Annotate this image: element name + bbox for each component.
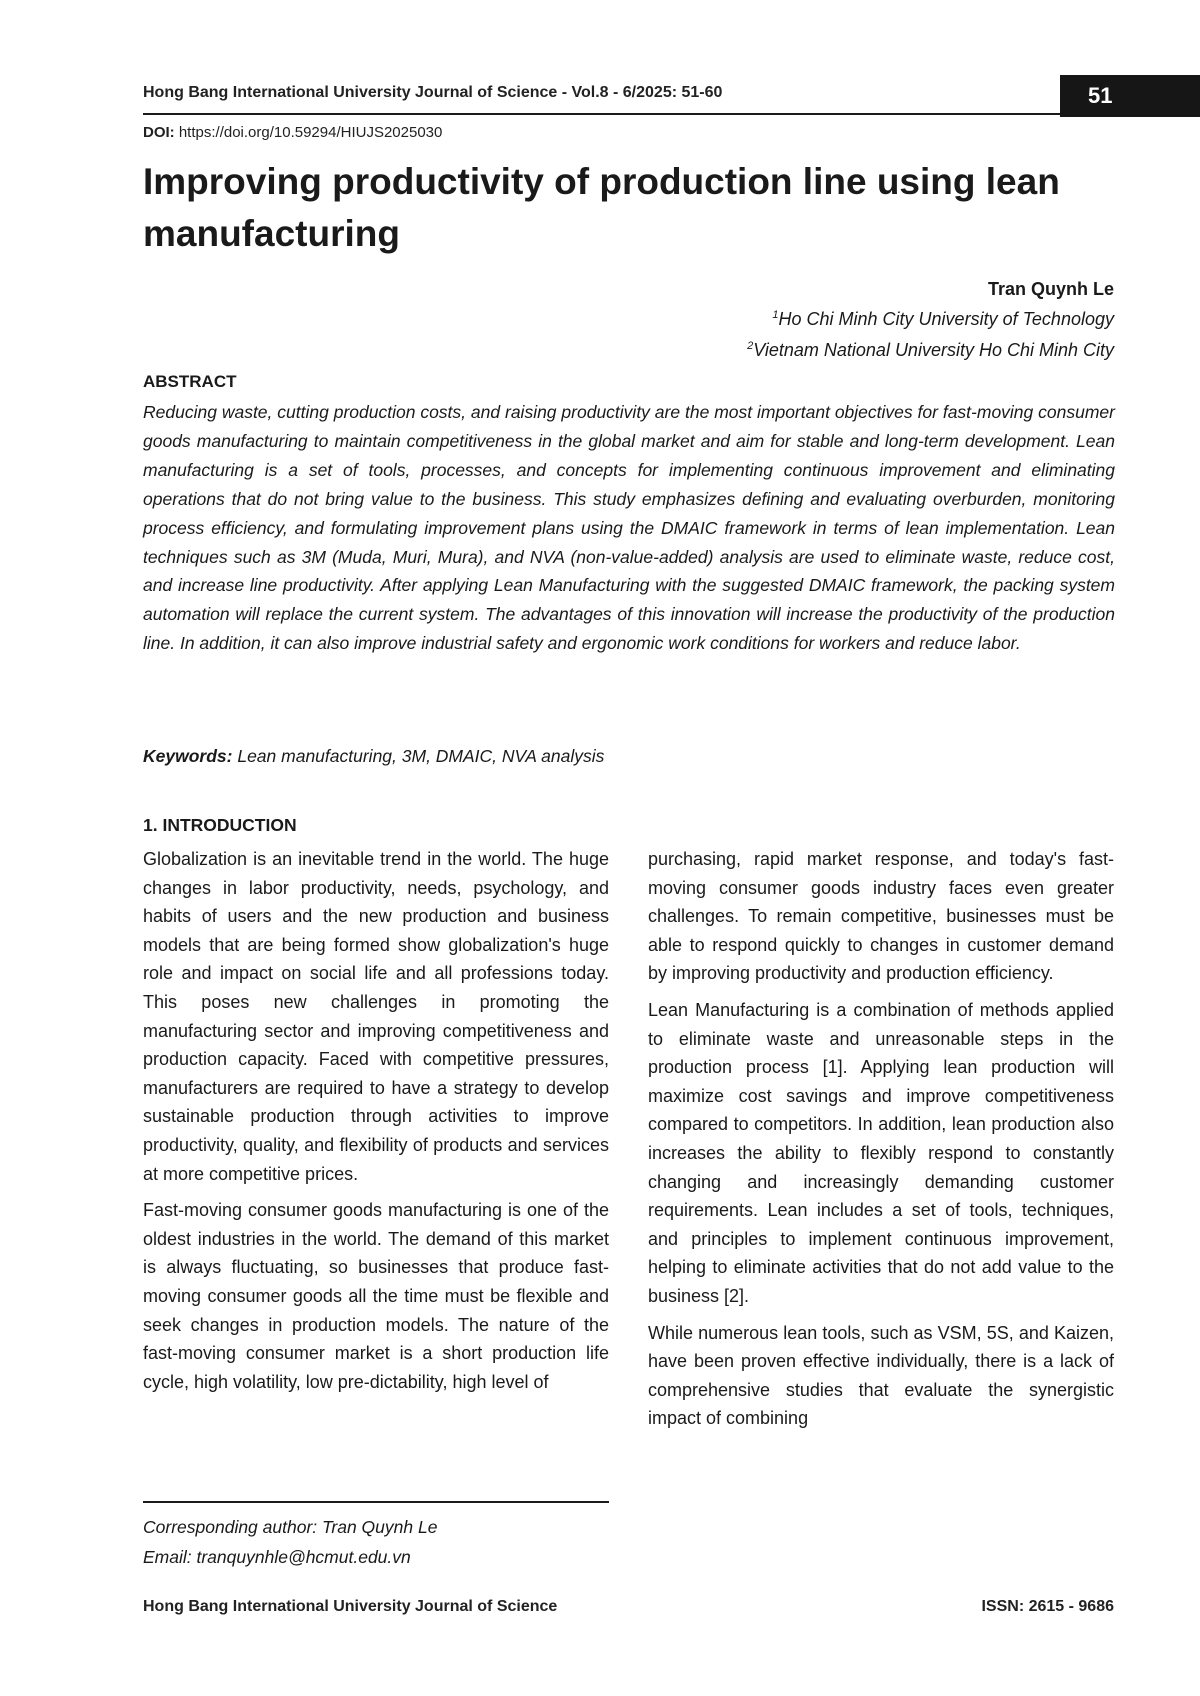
author-name: Tran Quynh Le <box>987 279 1114 299</box>
author-email[interactable]: Email: tranquynhle@hcmut.edu.vn <box>143 1547 411 1567</box>
footnote <box>143 1512 437 1572</box>
page-number-box <box>1060 75 1200 117</box>
keywords-text: Lean manufacturing, 3M, DMAIC, NVA analysis <box>237 746 605 766</box>
body-paragraph: Lean Manufacturing is a combination of methods applied to eliminate waste and unreasonable steps in the production process [1]. Applying lean production will maximize cost savings and improve competitiveness compared to competitors. In addition, lean production also increases the ability to flexibly respond to constantly changing and increasingly demanding customer requirements. Lean includes a set of tools, techniques, and principles to implement continuous improvement, helping to eliminate activities that do not add value to the business [2]. <box>648 999 1114 1306</box>
doi-label: DOI: <box>143 124 175 141</box>
corresponding-author: Corresponding author: Tran Quynh Le <box>143 1517 438 1537</box>
section-heading-introduction: 1. INTRODUCTION <box>143 815 297 835</box>
right-column <box>648 845 1114 1441</box>
left-column <box>143 845 609 1404</box>
page-number: 51 <box>1088 83 1113 108</box>
doi-link[interactable]: https://doi.org/10.59294/HIUJS2025030 <box>178 124 443 141</box>
body-paragraph: Fast-moving consumer goods manufacturing is one of the oldest industries in the world. The demand of this market is always fluctuating, so businesses that produce fast-moving consumer goods all the time must be flexible and seek changes in production models. The nature of the fast-moving consumer market is a short production life cycle, high volatility, low pre-dictability, high level of <box>143 1200 609 1392</box>
footnote-rule <box>143 1501 609 1503</box>
body-paragraph: Globalization is an inevitable trend in the world. The huge changes in labor productivity, needs, psychology, and habits of users and the new production and business models that are being formed show globalization's huge role and impact on social life and all professions today. This poses new challenges in promoting the manufacturing sector and improving competitiveness and production capacity. Faced with competitive pressures, manufacturers are required to have a strategy to develop sustainable production through activities to improve productivity, quality, and flexibility of products and services at more competitive prices. <box>143 849 609 1184</box>
running-head: Hong Bang International University Journal of Science - Vol.8 - 6/2025: 51-60 <box>143 84 723 101</box>
keywords-line <box>143 746 604 767</box>
footer-issn: ISSN: 2615 - 9686 <box>981 1598 1114 1615</box>
affiliation-2 <box>747 333 1114 364</box>
affiliation-mark: 2 <box>747 340 754 352</box>
doi-line <box>143 124 442 141</box>
body-paragraph: purchasing, rapid market response, and today's fast-moving consumer goods industry faces even greater challenges. To remain competitive, businesses must be able to respond quickly to changes in customer demand by improving productivity and production efficiency. <box>648 849 1114 984</box>
abstract-body: Reducing waste, cutting production costs, and raising productivity are the most important objectives for fast-moving consumer goods manufacturing to maintain competitiveness in the global market and aim for stable and long-term development. Lean manufacturing is a set of tools, processes, and concepts for implementing continuous improvement and eliminating operations that do not bring value to the business. This study emphasizes defining and evaluating overburden, monitoring process efficiency, and formulating improvement plans using the DMAIC framework in terms of lean implementation. Lean techniques such as 3M (Muda, Muri, Mura), and NVA (non-value-added) analysis are used to eliminate waste, reduce cost, and increase line productivity. After applying Lean Manufacturing with the suggested DMAIC framework, the packing system automation will replace the current system. The advantages of this innovation will increase the productivity of the production line. In addition, it can also improve industrial safety and ergonomic work conditions for workers and reduce labor. <box>143 402 1115 654</box>
affiliation-text: Vietnam National University Ho Chi Minh City <box>753 340 1114 360</box>
body-paragraph: While numerous lean tools, such as VSM, 5S, and Kaizen, have been proven effective individually, there is a lack of comprehensive studies that evaluate the synergistic impact of combining <box>648 1322 1114 1429</box>
author-block <box>747 276 1114 364</box>
affiliation-1 <box>747 302 1114 333</box>
affiliation-mark: 1 <box>772 309 779 321</box>
abstract-heading: ABSTRACT <box>143 372 237 391</box>
footer-journal: Hong Bang International University Journal of Science <box>143 1598 558 1615</box>
affiliation-text: Ho Chi Minh City University of Technology <box>778 309 1114 329</box>
header-rule <box>143 113 1060 115</box>
paper-title: Improving productivity of production line using lean manufacturing <box>143 161 1060 254</box>
keywords-label: Keywords: <box>143 746 233 766</box>
